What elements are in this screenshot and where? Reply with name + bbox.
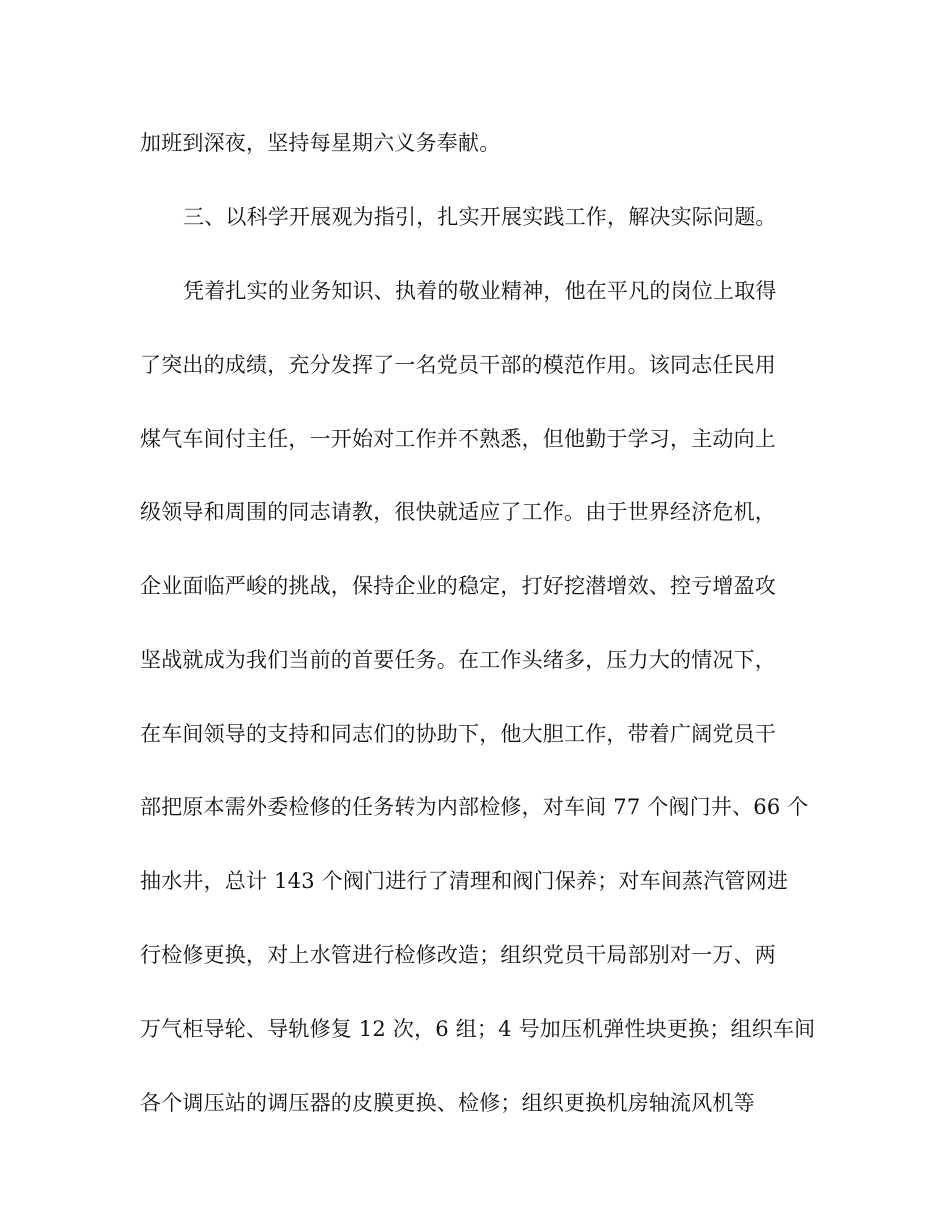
paragraph-line: 加班到深夜，坚持每星期六义务奉献。 xyxy=(140,131,501,155)
paragraph-line: 抽水井，总计 143 个阀门进行了清理和阀门保养；对车间蒸汽管网进 xyxy=(140,869,789,893)
paragraph-line: 凭着扎实的业务知识、执着的敬业精神，他在平凡的岗位上取得 xyxy=(183,279,777,303)
paragraph-line: 坚战就成为我们当前的首要任务。在工作头绪多，压力大的情况下， xyxy=(140,648,776,672)
paragraph-line: 了突出的成绩，充分发挥了一名党员干部的模范作用。该同志任民用 xyxy=(140,353,776,377)
paragraph-line: 煤气车间付主任，一开始对工作并不熟悉，但他勤于学习，主动向上 xyxy=(140,427,776,451)
paragraph-line: 万气柜导轮、导轨修复 12 次，6 组；4 号加压机弹性块更换；组织车间 xyxy=(140,1017,816,1041)
paragraph-line: 级领导和周围的同志请教，很快就适应了工作。由于世界经济危机， xyxy=(140,500,776,524)
paragraph-line: 行检修更换，对上水管进行检修改造；组织党员干局部别对一万、两 xyxy=(140,943,776,967)
paragraph-line: 部把原本需外委检修的任务转为内部检修，对车间 77 个阀门井、66 个 xyxy=(140,795,809,819)
paragraph-line: 各个调压站的调压器的皮膜更换、检修；组织更换机房轴流风机等 xyxy=(140,1091,755,1115)
section-heading: 三、以科学开展观为指引，扎实开展实践工作，解决实际问题。 xyxy=(183,205,777,229)
paragraph-line: 企业面临严峻的挑战，保持企业的稳定，打好挖潜增效、控亏增盈攻 xyxy=(140,574,776,598)
paragraph-line: 在车间领导的支持和同志们的协助下，他大胆工作，带着广阔党员干 xyxy=(140,722,776,746)
